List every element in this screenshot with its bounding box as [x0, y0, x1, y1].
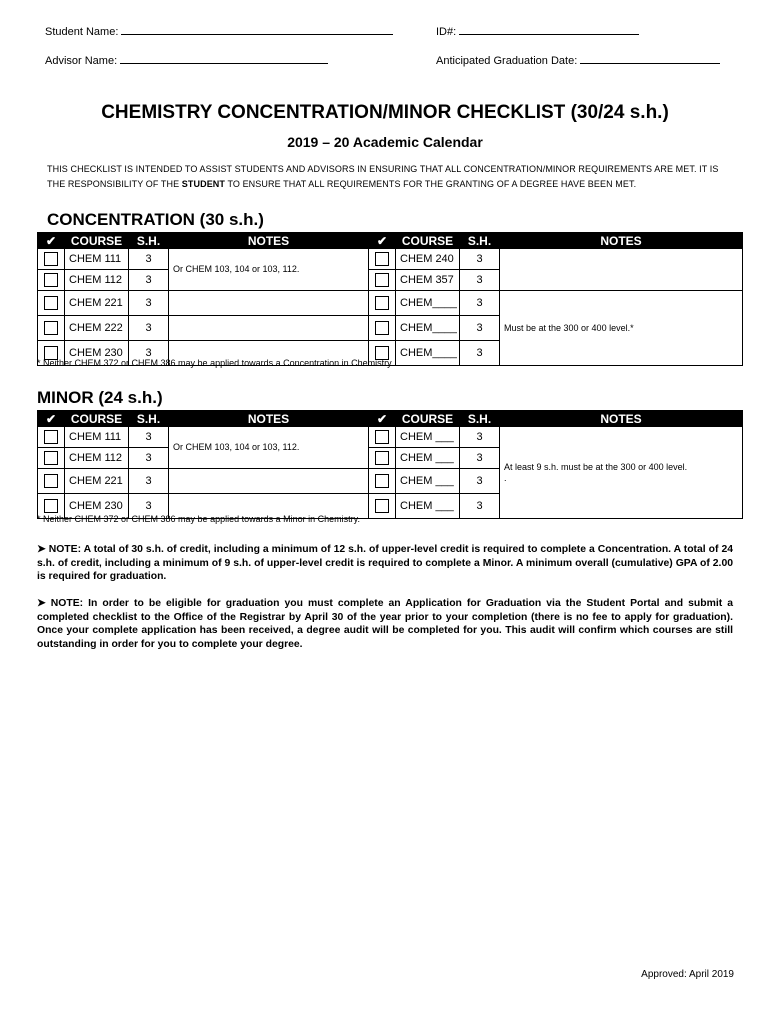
minor-right-note: At least 9 s.h. must be at the 300 or 400 level. [504, 461, 688, 472]
checkbox[interactable] [375, 273, 389, 287]
checkbox[interactable] [44, 321, 58, 335]
course-cell: CHEM 112 [65, 448, 129, 469]
checkbox[interactable] [44, 273, 58, 287]
intro-paragraph [47, 162, 737, 192]
course-cell: CHEM 240 [396, 249, 460, 270]
notes-cell: Must be at the 300 or 400 level.* [500, 291, 743, 366]
course-cell: CHEM 221 [65, 469, 129, 494]
concentration-table [37, 232, 743, 366]
sh-cell: 3 [460, 469, 500, 494]
course-cell: CHEM 222 [65, 316, 129, 341]
sh-cell: 3 [129, 341, 169, 366]
course-cell: CHEM ___ [396, 494, 460, 519]
sh-cell: 3 [460, 249, 500, 270]
checkbox[interactable] [375, 252, 389, 266]
course-column-header: COURSE [396, 233, 460, 249]
notes-column-header: NOTES [500, 411, 743, 427]
check-column-header: ✔ [38, 233, 65, 249]
course-cell: CHEM 357 [396, 270, 460, 291]
sh-cell: 3 [129, 448, 169, 469]
minor-footnote: * Neither CHEM 372 or CHEM 386 may be applied towards a Minor in Chemistry. [37, 514, 360, 524]
sh-cell: 3 [460, 448, 500, 469]
id-line[interactable] [459, 24, 639, 35]
notes-cell[interactable] [500, 249, 743, 291]
id-label: ID#: [436, 26, 457, 38]
concentration-heading: CONCENTRATION (30 s.h.) [47, 210, 264, 229]
sh-cell: 3 [460, 270, 500, 291]
notes-cell[interactable] [169, 316, 369, 341]
concentration-footnote: * Neither CHEM 372 or CHEM 386 may be applied towards a Concentration in Chemistry. [37, 358, 394, 368]
course-column-header: COURSE [396, 411, 460, 427]
advisor-name-field[interactable] [45, 53, 328, 67]
intro-part2: TO ENSURE THAT ALL REQUIREMENTS FOR THE GRANTING OF A DEGREE HAVE BEEN MET. [225, 179, 637, 189]
table-row [38, 249, 743, 270]
student-name-label: Student Name: [45, 26, 119, 38]
sh-cell: 3 [129, 291, 169, 316]
course-cell: CHEM ___ [396, 469, 460, 494]
course-cell: CHEM 221 [65, 291, 129, 316]
checkbox[interactable] [44, 499, 58, 513]
sh-cell: 3 [129, 249, 169, 270]
checkbox[interactable] [375, 499, 389, 513]
notes-cell: Or CHEM 103, 104 or 103, 112. [169, 249, 369, 291]
notes-cell[interactable] [169, 469, 369, 494]
checkbox[interactable] [44, 430, 58, 444]
sh-column-header: S.H. [460, 411, 500, 427]
minor-table [37, 410, 743, 519]
minor-right-note-extra: . [504, 472, 507, 483]
sh-cell: 3 [460, 291, 500, 316]
check-column-header: ✔ [369, 411, 396, 427]
student-name-field[interactable] [45, 24, 393, 38]
checkbox[interactable] [44, 451, 58, 465]
notes-column-header: NOTES [500, 233, 743, 249]
course-cell: CHEM 111 [65, 249, 129, 270]
course-cell: CHEM____ [396, 291, 460, 316]
id-field[interactable] [436, 24, 639, 38]
sh-column-header: S.H. [129, 233, 169, 249]
advisor-name-label: Advisor Name: [45, 55, 118, 67]
table-row [38, 291, 743, 316]
notes-cell[interactable] [169, 291, 369, 316]
note-text: NOTE: In order to be eligible for graduation you must complete an Application for Graduation via the Student Portal and submit a completed checklist to the Office of the Registrar by April 30 of the year prior to your completion (there is no fee to apply for graduation). Once your complete application has been received, a degree audit will be completed for you. This audit will confirm which courses are still outstanding in order for you to complete your degree. [37, 598, 733, 650]
advisor-name-line[interactable] [120, 53, 328, 64]
table-row [38, 427, 743, 448]
checkbox[interactable] [44, 296, 58, 310]
graduation-date-label: Anticipated Graduation Date: [436, 55, 578, 67]
notes-column-header: NOTES [169, 411, 369, 427]
checkbox[interactable] [44, 474, 58, 488]
student-name-line[interactable] [121, 24, 393, 35]
sh-cell: 3 [129, 316, 169, 341]
course-column-header: COURSE [65, 233, 129, 249]
sh-column-header: S.H. [129, 411, 169, 427]
approved-date: Approved: April 2019 [641, 969, 734, 980]
intro-part1: THIS CHECKLIST IS INTENDED TO ASSIST STUDENTS AND ADVISORS IN ENSURING THAT ALL CONCENTRATION/MINOR REQUIREMENTS ARE MET. IT IS THE RESPONSIBILITY OF THE [47, 164, 719, 189]
sh-cell: 3 [460, 341, 500, 366]
graduation-date-line[interactable] [580, 53, 720, 64]
arrow-bullet-icon: ➤ [37, 598, 46, 609]
sh-cell: 3 [460, 427, 500, 448]
sh-cell: 3 [129, 427, 169, 448]
table-header-row [38, 233, 743, 249]
sh-cell: 3 [129, 469, 169, 494]
notes-column-header: NOTES [169, 233, 369, 249]
sh-cell: 3 [460, 316, 500, 341]
course-cell: CHEM 111 [65, 427, 129, 448]
table-header-row [38, 411, 743, 427]
course-cell: CHEM 230 [65, 494, 129, 519]
sh-column-header: S.H. [460, 233, 500, 249]
course-cell: CHEM 112 [65, 270, 129, 291]
note-text: NOTE: A total of 30 s.h. of credit, including a minimum of 12 s.h. of upper-level credit is required to complete a Concentration. A total of 24 s.h. of credit, including a minimum of 9 s.h. of upper-level credit is required to complete a Minor. A minimum overall (cumulative) GPA of 2.00 is required for graduation. [37, 544, 733, 582]
course-cell: CHEM ___ [396, 427, 460, 448]
sh-cell: 3 [129, 270, 169, 291]
checkbox[interactable] [375, 430, 389, 444]
sh-cell: 3 [460, 494, 500, 519]
checkbox[interactable] [375, 451, 389, 465]
intro-emphasis: STUDENT [181, 179, 225, 189]
sh-cell: 3 [129, 494, 169, 519]
course-column-header: COURSE [65, 411, 129, 427]
page-title: CHEMISTRY CONCENTRATION/MINOR CHECKLIST (30/24 s.h.) [101, 102, 669, 123]
checkbox[interactable] [375, 474, 389, 488]
graduation-date-field[interactable] [436, 53, 720, 67]
arrow-bullet-icon: ➤ [37, 544, 46, 555]
course-cell: CHEM 230 [65, 341, 129, 366]
course-cell: CHEM____ [396, 316, 460, 341]
course-cell: CHEM ___ [396, 448, 460, 469]
note-graduation-application [37, 597, 733, 651]
check-column-header: ✔ [38, 411, 65, 427]
checkbox[interactable] [375, 296, 389, 310]
note-credit-requirements [37, 543, 733, 584]
course-cell: CHEM____ [396, 341, 460, 366]
notes-cell: Or CHEM 103, 104 or 103, 112. [169, 427, 369, 469]
page-subtitle: 2019 – 20 Academic Calendar [287, 134, 483, 150]
checkbox[interactable] [44, 252, 58, 266]
notes-cell [500, 427, 743, 519]
check-column-header: ✔ [369, 233, 396, 249]
checkbox[interactable] [375, 321, 389, 335]
minor-heading: MINOR (24 s.h.) [37, 388, 163, 407]
